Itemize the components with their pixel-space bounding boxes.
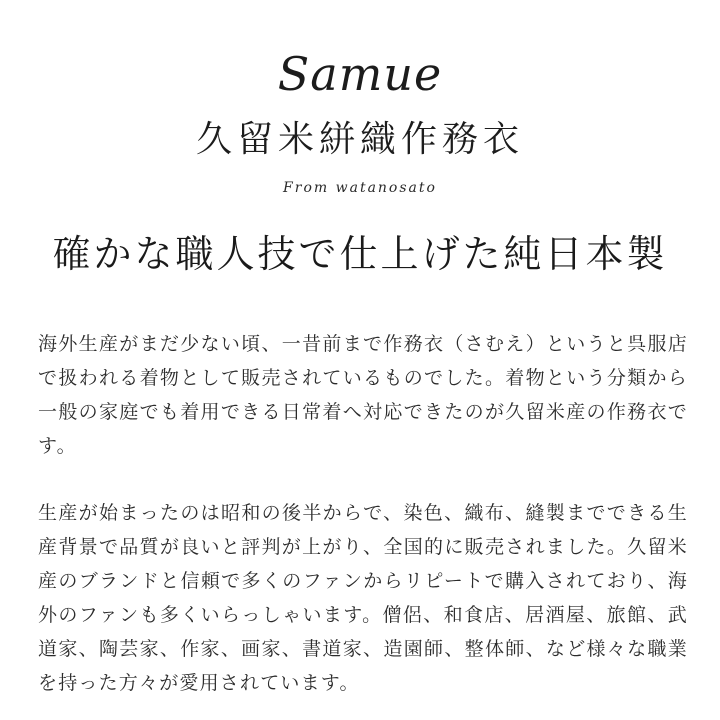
description-paragraph-2: 生産が始まったのは昭和の後半からで、染色、織布、縫製までできる生産背景で品質が良いと評判が上がり、全国的に販売されました。久留米産のブランドと信頼で多くのファンからリピートで購入されており、海外のファンも多くいらっしゃいます。僧侶、和食店、居酒屋、旅館、武道家、陶芸家、作家、画家、書道家、造園師、整体師、など様々な職業を持った方々が愛用されています。 (38, 502, 688, 694)
description-paragraph-1: 海外生産がまだ少ない頃、一昔前まで作務衣（さむえ）というと呉服店で扱われる着物として販売されているものでした。着物という分類から一般の家庭でも着用できる日常着へ対応できたのが久留米産の作務衣です。 (38, 333, 688, 457)
brand-origin-line: From watanosato (283, 180, 437, 196)
samue-logo: Samue (277, 47, 443, 101)
product-title: 久留米絣織作務衣 (195, 119, 524, 160)
headline: 確かな職人技で仕上げた純日本製 (52, 232, 668, 276)
